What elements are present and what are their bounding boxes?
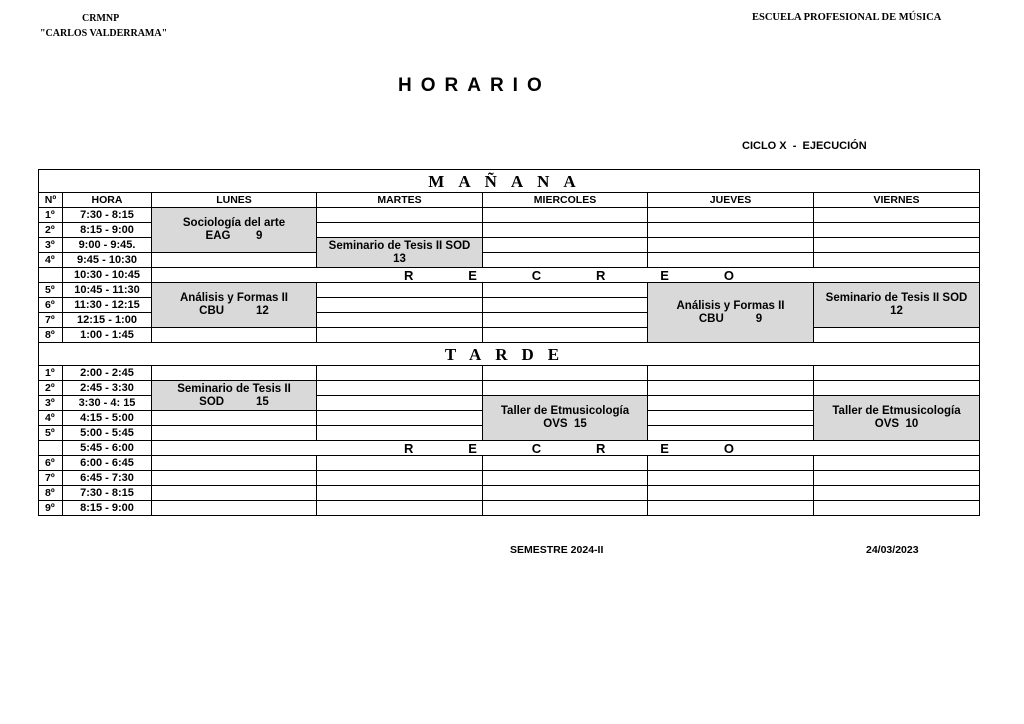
course-name: Seminario de Tesis II SOD — [328, 239, 471, 252]
empty-cell — [483, 208, 648, 223]
course-name: Taller de Etmusicología — [500, 405, 630, 417]
table-row — [39, 328, 980, 343]
table-row — [39, 501, 980, 516]
cycle-label: CICLO X - EJECUCIÓN — [742, 140, 867, 152]
recreo-row — [39, 268, 980, 283]
header-row — [39, 193, 980, 208]
recreo-letter: E — [660, 267, 669, 283]
empty-cell — [152, 426, 317, 441]
period-time: 4:15 - 5:00 — [63, 411, 152, 426]
period-number: 7º — [39, 313, 63, 328]
empty-cell — [39, 268, 63, 283]
course-cell — [152, 208, 317, 253]
course-cell — [648, 283, 814, 343]
empty-cell — [483, 223, 648, 238]
empty-cell — [483, 501, 648, 516]
recreo-label — [152, 268, 980, 283]
empty-cell — [483, 381, 648, 396]
empty-cell — [152, 253, 317, 268]
table-row — [39, 381, 980, 396]
empty-cell — [152, 486, 317, 501]
period-number: 1º — [39, 366, 63, 381]
morning-band-row — [39, 170, 980, 193]
empty-cell — [814, 456, 980, 471]
period-time: 6:45 - 7:30 — [63, 471, 152, 486]
period-time: 5:45 - 6:00 — [63, 441, 152, 456]
course-name: Seminario de Tesis II SOD — [825, 292, 968, 304]
empty-cell — [317, 298, 483, 313]
course-cell — [152, 381, 317, 411]
empty-cell — [483, 238, 648, 253]
table-row — [39, 283, 980, 298]
recreo-letter: R — [404, 440, 414, 456]
empty-cell — [152, 471, 317, 486]
empty-cell — [483, 283, 648, 298]
table-row — [39, 366, 980, 381]
empty-cell — [814, 486, 980, 501]
empty-cell — [648, 471, 814, 486]
empty-cell — [814, 381, 980, 396]
empty-cell — [317, 366, 483, 381]
period-time: 12:15 - 1:00 — [63, 313, 152, 328]
empty-cell — [648, 456, 814, 471]
period-number: 2º — [39, 381, 63, 396]
table-row — [39, 253, 980, 268]
period-number: 6º — [39, 456, 63, 471]
period-number: 1º — [39, 208, 63, 223]
morning-band: MAÑANA — [39, 170, 980, 193]
empty-cell — [814, 238, 980, 253]
empty-cell — [648, 411, 814, 426]
empty-cell — [152, 501, 317, 516]
recreo-letter: O — [723, 440, 734, 456]
page-title: HORARIO — [398, 75, 551, 96]
school-name: ESCUELA PROFESIONAL DE MÚSICA — [752, 12, 942, 23]
empty-cell — [152, 411, 317, 426]
period-time: 2:00 - 2:45 — [63, 366, 152, 381]
period-number: 6º — [39, 298, 63, 313]
table-row — [39, 471, 980, 486]
recreo-letter: O — [723, 267, 734, 283]
empty-cell — [814, 223, 980, 238]
empty-cell — [648, 366, 814, 381]
course-code: CBU 12 — [199, 305, 269, 317]
empty-cell — [483, 298, 648, 313]
table-row — [39, 208, 980, 223]
afternoon-band-row — [39, 343, 980, 366]
course-code: OVS 15 — [543, 418, 587, 430]
date-label: 24/03/2023 — [866, 544, 919, 556]
empty-cell — [483, 313, 648, 328]
empty-cell — [483, 328, 648, 343]
empty-cell — [317, 471, 483, 486]
table-row — [39, 456, 980, 471]
afternoon-band: TARDE — [39, 343, 980, 366]
period-number: 4º — [39, 253, 63, 268]
empty-cell — [483, 471, 648, 486]
empty-cell — [814, 208, 980, 223]
period-time: 7:30 - 8:15 — [63, 208, 152, 223]
col-header-martes: MARTES — [317, 193, 483, 208]
empty-cell — [648, 223, 814, 238]
empty-cell — [648, 253, 814, 268]
course-code: EAG 9 — [205, 230, 263, 242]
course-cell — [483, 396, 648, 441]
empty-cell — [317, 328, 483, 343]
empty-cell — [648, 486, 814, 501]
institution-name: "CARLOS VALDERRAMA" — [40, 28, 168, 39]
course-cell — [814, 283, 980, 328]
semester-label: SEMESTRE 2024-II — [510, 544, 604, 556]
period-number: 5º — [39, 283, 63, 298]
course-name: Análisis y Formas II — [179, 292, 288, 304]
period-time: 3:30 - 4: 15 — [63, 396, 152, 411]
col-header-jueves: JUEVES — [648, 193, 814, 208]
col-header-hora: HORA — [63, 193, 152, 208]
institution-acronym: CRMNP — [82, 13, 120, 24]
period-number: 3º — [39, 238, 63, 253]
course-code: 13 — [393, 252, 406, 265]
empty-cell — [648, 208, 814, 223]
empty-cell — [648, 238, 814, 253]
course-code: 12 — [890, 305, 903, 317]
recreo-letter: E — [468, 440, 477, 456]
course-cell — [317, 238, 483, 268]
course-name: Análisis y Formas II — [676, 299, 785, 312]
period-number: 8º — [39, 486, 63, 501]
recreo-letter: R — [404, 267, 414, 283]
period-time: 2:45 - 3:30 — [63, 381, 152, 396]
empty-cell — [152, 366, 317, 381]
recreo-letter: E — [660, 440, 669, 456]
empty-cell — [152, 456, 317, 471]
period-time: 8:15 - 9:00 — [63, 501, 152, 516]
col-header-viernes: VIERNES — [814, 193, 980, 208]
period-time: 11:30 - 12:15 — [63, 298, 152, 313]
empty-cell — [814, 366, 980, 381]
empty-cell — [483, 456, 648, 471]
recreo-letter: C — [531, 440, 542, 456]
period-number: 3º — [39, 396, 63, 411]
empty-cell — [814, 253, 980, 268]
period-time: 6:00 - 6:45 — [63, 456, 152, 471]
empty-cell — [317, 396, 483, 411]
col-header-num: Nº — [39, 193, 63, 208]
empty-cell — [317, 411, 483, 426]
recreo-letter: E — [468, 267, 477, 283]
period-number: 4º — [39, 411, 63, 426]
empty-cell — [317, 381, 483, 396]
recreo-letter: R — [596, 440, 606, 456]
period-number: 9º — [39, 501, 63, 516]
course-code: SOD 15 — [199, 395, 269, 408]
empty-cell — [483, 366, 648, 381]
course-cell — [152, 283, 317, 328]
empty-cell — [317, 313, 483, 328]
empty-cell — [317, 223, 483, 238]
period-number: 2º — [39, 223, 63, 238]
empty-cell — [317, 283, 483, 298]
empty-cell — [317, 208, 483, 223]
period-time: 1:00 - 1:45 — [63, 328, 152, 343]
period-time: 7:30 - 8:15 — [63, 486, 152, 501]
period-number: 7º — [39, 471, 63, 486]
empty-cell — [814, 501, 980, 516]
empty-cell — [317, 456, 483, 471]
course-name: Taller de Etmusicología — [832, 405, 961, 417]
schedule-table — [38, 169, 980, 516]
recreo-letter: R — [596, 267, 606, 283]
course-code: OVS 10 — [874, 418, 919, 430]
period-time: 9:00 - 9:45. — [63, 238, 152, 253]
empty-cell — [317, 486, 483, 501]
table-row — [39, 486, 980, 501]
empty-cell — [648, 501, 814, 516]
empty-cell — [152, 328, 317, 343]
period-time: 8:15 - 9:00 — [63, 223, 152, 238]
period-time: 5:00 - 5:45 — [63, 426, 152, 441]
empty-cell — [814, 328, 980, 343]
empty-cell — [648, 381, 814, 396]
col-header-miercoles: MIERCOLES — [483, 193, 648, 208]
period-number: 5º — [39, 426, 63, 441]
empty-cell — [483, 486, 648, 501]
recreo-letter: C — [531, 267, 542, 283]
course-name: Seminario de Tesis II — [177, 382, 291, 395]
recreo-row — [39, 441, 980, 456]
period-time: 10:30 - 10:45 — [63, 268, 152, 283]
period-time: 10:45 - 11:30 — [63, 283, 152, 298]
empty-cell — [317, 426, 483, 441]
course-cell — [814, 396, 980, 441]
course-code: CBU 9 — [698, 312, 763, 325]
empty-cell — [648, 396, 814, 411]
period-time: 9:45 - 10:30 — [63, 253, 152, 268]
empty-cell — [483, 253, 648, 268]
empty-cell — [648, 426, 814, 441]
course-name: Sociología del arte — [182, 217, 286, 229]
period-number: 8º — [39, 328, 63, 343]
col-header-lunes: LUNES — [152, 193, 317, 208]
empty-cell — [814, 471, 980, 486]
recreo-label — [152, 441, 980, 456]
empty-cell — [317, 501, 483, 516]
empty-cell — [39, 441, 63, 456]
